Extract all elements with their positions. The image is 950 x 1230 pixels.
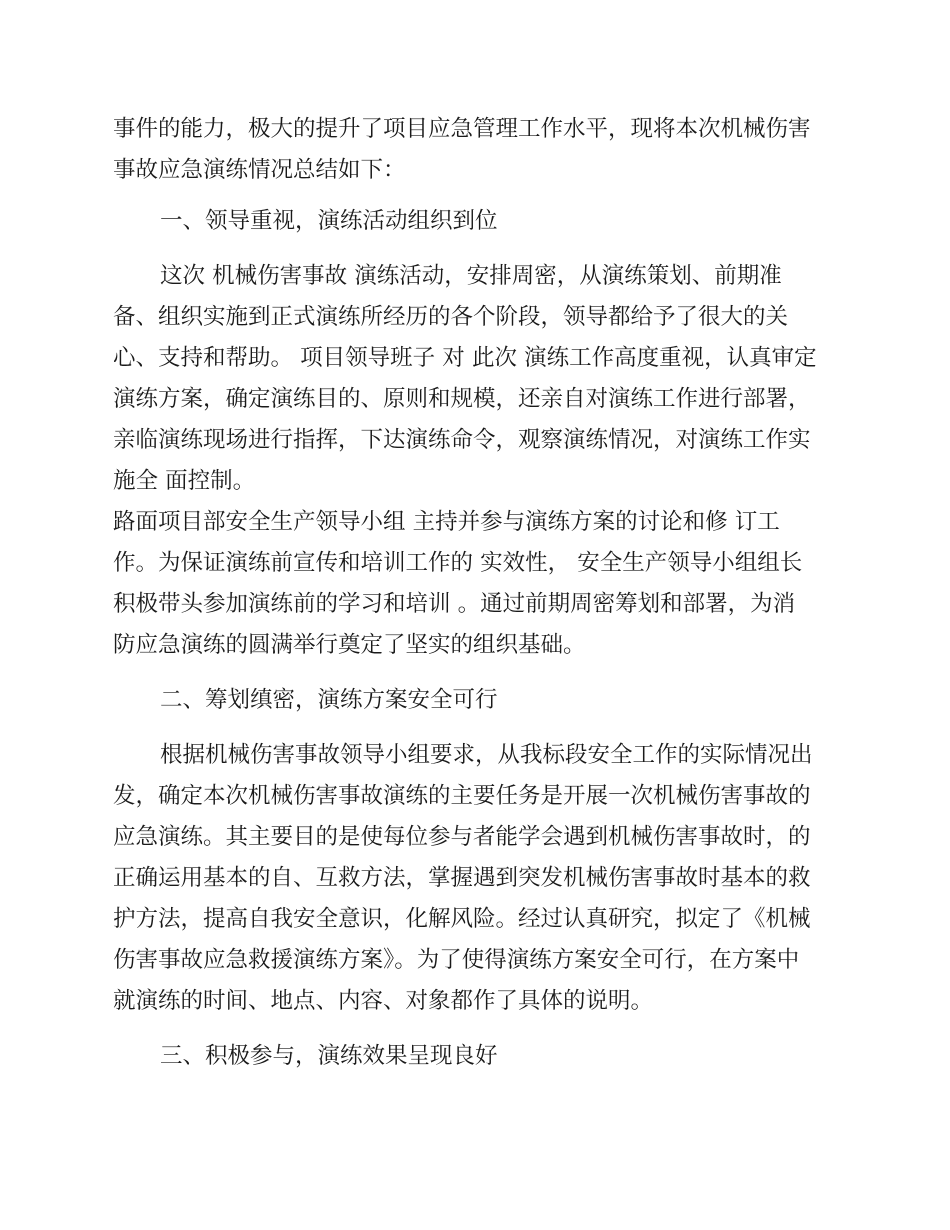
paragraph-line: 积极带头参加演练前的学习和培训 。通过前期周密筹划和部署，为消 bbox=[113, 591, 796, 617]
paragraph-line: 路面项目部安全生产领导小组 主持并参与演练方案的讨论和修 订工 bbox=[113, 509, 780, 535]
paragraph-line: 根据机械伤害事故领导小组要求，从我标段安全工作的实际情况出 bbox=[160, 742, 813, 768]
paragraph-line: 正确运用基本的自、互救方法，掌握遇到突发机械伤害事故时基本的救 bbox=[113, 865, 811, 891]
paragraph-line: 这次 机械伤害事故 演练活动，安排周密，从演练策划、前期准 bbox=[160, 263, 782, 289]
intro-line: 事故应急演练情况总结如下： bbox=[113, 157, 406, 183]
paragraph-line: 施全 面控制。 bbox=[113, 468, 256, 494]
paragraph-line: 应急演练。其主要目的是使每位参与者能学会遇到机械伤害事故时，的 bbox=[113, 824, 811, 850]
paragraph-line: 发，确定本次机械伤害事故演练的主要任务是开展一次机械伤害事故的 bbox=[113, 783, 811, 809]
paragraph-line: 演练方案，确定演练目的、原则和规模，还亲自对演练工作进行部署， bbox=[113, 386, 811, 412]
intro-line: 事件的能力，极大的提升了项目应急管理工作水平，现将本次机械伤害 bbox=[113, 116, 811, 142]
paragraph-line: 心、支持和帮助。 项目领导班子 对 此次 演练工作高度重视，认真审定 bbox=[113, 345, 817, 371]
section-heading-1: 一、领导重视，演练活动组织到位 bbox=[160, 208, 498, 234]
paragraph-line: 护方法，提高自我安全意识，化解风险。经过认真研究，拟定了《机械 bbox=[113, 906, 811, 932]
paragraph-line: 备、组织实施到正式演练所经历的各个阶段，领导都给予了很大的关 bbox=[113, 304, 789, 330]
paragraph-line: 伤害事故应急救援演练方案》。为了使得演练方案安全可行，在方案中 bbox=[113, 947, 800, 973]
paragraph-line: 作。为保证演练前宣传和培训工作的 实效性， 安全生产领导小组组长 bbox=[113, 550, 803, 576]
paragraph-line: 就演练的时间、地点、内容、对象都作了具体的说明。 bbox=[113, 988, 654, 1014]
paragraph-line: 防应急演练的圆满举行奠定了坚实的组织基础。 bbox=[113, 632, 586, 658]
section-heading-3: 三、积极参与，演练效果呈现良好 bbox=[160, 1043, 498, 1069]
paragraph-line: 亲临演练现场进行指挥，下达演练命令，观察演练情况，对演练工作实 bbox=[113, 427, 811, 453]
section-heading-2: 二、筹划缜密，演练方案安全可行 bbox=[160, 687, 498, 713]
